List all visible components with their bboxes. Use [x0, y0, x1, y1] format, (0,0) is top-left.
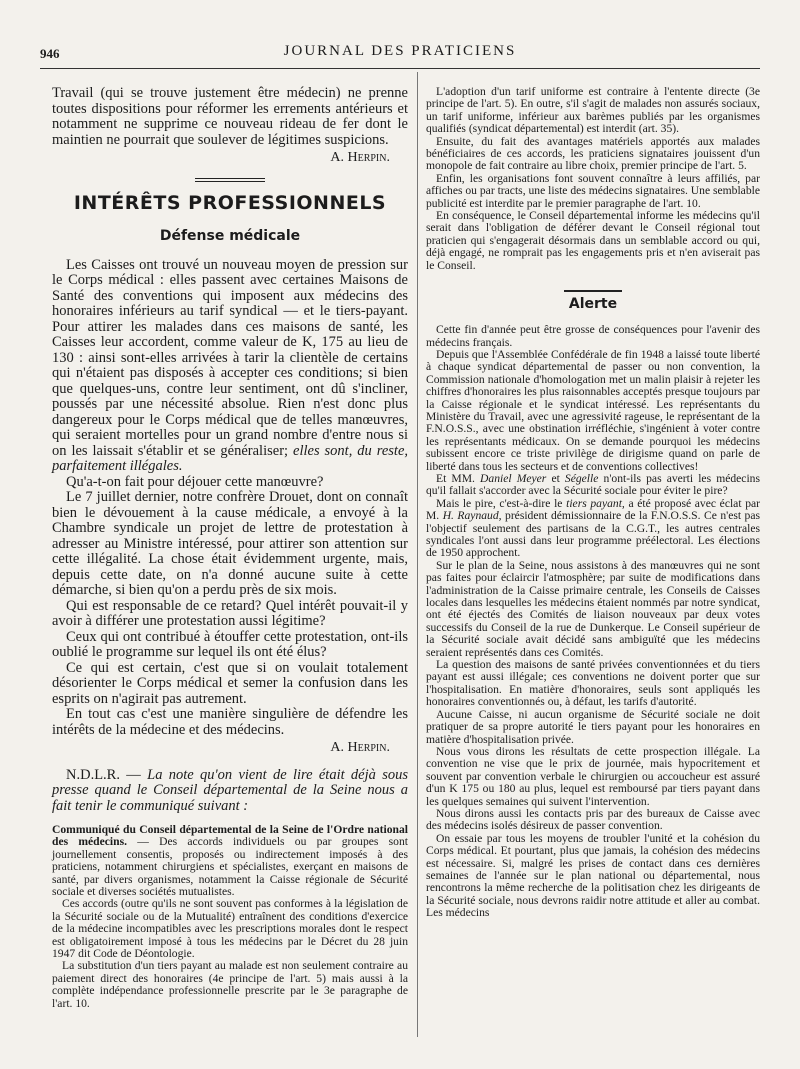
- subsection-title: Défense médicale: [159, 227, 301, 244]
- article-paragraph: Depuis que l'Assemblée Confédérale de fin 1948 a laissé toute liberté à chaque syndicat départemental de passer ou non convention, la Commission nationale d'homologation met un malin plaisir à rejeter les chiffres d'honoraires les plus raisonnables acceptés presque toujours par la Caisse régionale et le syndicat intéressé. Les représentants du Ministère du Travail, avec une agressivité rageuse, le représentant de la F.N.O.S.S., avec une obstination irréfléchie, s'ingénient à voter contre les représentants médicaux. On se demande pourquoi les médecins subissent encore ce triste privilège de dirigisme quand on parle de liberté dans tous les secteurs et de conventions collectives!: [426, 347, 760, 473]
- double-rule: [195, 178, 265, 182]
- left-text-block: [52, 86, 408, 166]
- section-title: INTÉRÊTS PROFESSIONNELS: [73, 191, 387, 214]
- article-paragraph: Qui est responsable de ce retard? Quel intérêt pouvait-il y avoir à différer une protestation aussi légitime?: [52, 597, 408, 629]
- article-paragraph: Ce qui est certain, c'est que si on voulait totalement désorienter le Corps médical et semer la confusion dans les esprits on n'agirait pas autrement.: [52, 659, 408, 707]
- article-paragraph: Aucune Caisse, ni aucun organisme de Sécurité sociale ne doit pratiquer de sa propre autorité le tiers payant pour les honoraires en matière d'hospitalisation privée.: [426, 707, 760, 746]
- page-header: [40, 38, 760, 69]
- defense-medicale-article: [52, 258, 408, 756]
- article-paragraph: Ceux qui ont contribué à étouffer cette protestation, ont-ils oublié le programme sur lequel ils ont été élus?: [52, 628, 408, 660]
- article-paragraph: On essaie par tous les moyens de troubler l'unité et la cohésion du Corps médical. Et pourtant, plus que jamais, la cohésion des médecins est nécessaire. Si, malgré les prises de contact dans ces dernières semaines de l'année sur le plan national ou départemental, nous rencontrons la même recherche de la politisation chez les dirigeants de la Sécurité sociale, nous devrons raidir notre attitude et aller au combat. Les médecins: [426, 831, 760, 920]
- ndlr-label: N.D.L.R. —: [66, 766, 141, 783]
- alert-title: Alerte: [568, 296, 618, 313]
- communique-paragraph: Ces accords (outre qu'ils ne sont souvent pas conformes à la législation de la Sécurité sociale ou de la Mutualité) entraînent des conditions d'exercice de la médecine incompatibles avec les prescriptions morales dont le respect est obligatoirement imposé à tous les médecins par le Décret du 28 juin 1947 dit Code de Déontologie.: [52, 897, 408, 961]
- communique-title: Communiqué du Conseil départemental de la Seine de l'Ordre national des médecins.: [52, 823, 408, 849]
- editor-note: [52, 768, 408, 815]
- column-divider: [417, 72, 418, 1037]
- intro-paragraph: Travail (qui se trouve justement être médecin) ne prenne toutes dispositions pour réformer les errements antérieurs et notamment ne supprime ce nouveau rideau de fer dont le maintien ne pourrait que soulever de légitimes suspicions.: [52, 85, 408, 148]
- article-paragraph: Mais le pire, c'est-à-dire le tiers payant, a été proposé avec éclat par M. H. Raynaud, président démissionnaire de la F.N.O.S.S. Ce n'est pas l'objectif seulement des partisans de la C.G.T., les autres centrales syndicales l'ont aussi dans leur programme préélectoral. Les élections de 1950 approchent.: [426, 496, 761, 560]
- communique-paragraph: La substitution d'un tiers payant au malade est non seulement contraire au paiement direct des honoraires (4e principe de l'art. 5) mais aussi à la complète indépendance professionnelle prescrite par le 3e paragraphe de l'art. 10.: [52, 959, 408, 1010]
- journal-title: JOURNAL DES PRATICIENS: [283, 43, 517, 59]
- communique-paragraph: Enfin, les organisations font souvent connaître à leurs affiliés, par affiches ou par tracts, une liste des médecins signataires. Une semblable publicité est interdite par le premier paragraphe de l'art. 10.: [426, 171, 760, 210]
- signature-herpin-2: A. Herpin.: [330, 740, 390, 755]
- page-number: 946: [40, 46, 60, 61]
- italic-phrase: elles sont, du reste, parfaitement illégales.: [52, 442, 409, 474]
- article-paragraph: En tout cas c'est une manière singulière de défendre les intérêts de la médecine et des médecins.: [52, 706, 408, 738]
- communique-paragraph: L'adoption d'un tarif uniforme est contraire à l'entente directe (3e principe de l'art. 5). En outre, s'il s'agit de malades non assurés sociaux, un tarif uniforme, inférieur aux barèmes publiés par les organismes qualifiés (syndicat départemental) est interdit (art. 35).: [426, 85, 760, 136]
- communique-continued: [426, 86, 760, 272]
- communique-text: — Des accords individuels ou par groupes sont journellement consentis, proposés ou indirectement imposés à des praticiens, notamment chirurgiens et spécialistes, exerçant en maisons de santé, par divers organismes, notamment la Caisse régionale de Sécurité sociale et diverses sociétés mutualistes.: [52, 835, 408, 899]
- article-paragraph: Qu'a-t-on fait pour déjouer cette manœuvre?: [66, 473, 324, 490]
- communique-paragraph: Ensuite, du fait des avantages matériels apportés aux malades bénéficiaires de ces accords, les praticiens signataires jouissent d'un monopole de fait contraire au libre choix, premier principe de l'art. 5.: [426, 134, 760, 173]
- article-paragraph: Cette fin d'année peut être grosse de conséquences pour l'avenir des médecins français.: [426, 323, 760, 349]
- communique-paragraph: En conséquence, le Conseil départemental informe les médecins qu'il serait dans l'obligation de déférer devant le Conseil régional tout praticien qui s'engagerait désormais dans un semblable accord ou qui, déjà engagé, ne romprait pas les engagements pris et n'en aviserait pas le Conseil.: [426, 209, 760, 272]
- article-paragraph: Le 7 juillet dernier, notre confrère Drouet, dont on connaît bien le dévouement à la cause médicale, a envoyé à la Chambre syndicale un projet de lettre de protestation à adresser au Ministre intéressé, pour attirer son attention sur cette illégalité. La chose était évidemment urgente, mais, depuis cette date, on n'a donné aucune suite à cette démarche, si bien qu'on a perdu près de six mois.: [52, 489, 408, 598]
- alerte-article: [426, 324, 760, 920]
- article-paragraph: Et MM. Daniel Meyer et Ségelle n'ont-ils pas averti les médecins qu'il fallait s'accorder avec la Sécurité sociale pour éviter le pire?: [426, 471, 760, 498]
- article-paragraph: Les Caisses ont trouvé un nouveau moyen de pression sur le Corps médical : elles passent avec certaines Maisons de Santé des conventions qui imposent aux médecins des honoraires inférieurs au tarif syndical — et le tiers-payant. Pour attirer les malades dans ces maisons de santé, les Caisses leur accordent, comme valeur de K, 175 au lieu de 130 : ainsi sont-elles arrivées à tarir la clientèle de certains qui n'étaient pas disposés à accepter ces conditions; si bien que quelques-uns, contre leur sentiment, ont dû s'incliner, poussés par une nécessité absolue. Rien n'est donc plus dangereux pour le Corps médical que de telles manœuvres, qui seraient mortelles pour un grand nombre d'entre nous si on les laissait s'établir et se généraliser; elles sont, du reste, parfaitement illégales.: [52, 256, 409, 474]
- signature-herpin-1: A. Herpin.: [330, 150, 390, 165]
- ndlr-text: La note qu'on vient de lire était déjà sous presse quand le Conseil départemental de la Seine nous a fait tenir le communiqué suivant :: [52, 766, 409, 814]
- article-paragraph: Nous dirons aussi les contacts pris par des bureaux de Caisse avec des médecins isolés désireux de passer convention.: [426, 806, 760, 833]
- alert-rule: [564, 290, 622, 292]
- communique: [52, 824, 408, 1010]
- right-column: [426, 86, 760, 920]
- article-paragraph: La question des maisons de santé privées conventionnées et du tiers payant est aussi illégale; ces conventions ne doivent porter que sur l'hospitalisation. En matière d'honoraires, seuls sont appliqués les honoraires conventionnés ou, à défaut, les tarifs d'autorité.: [426, 658, 760, 709]
- article-paragraph: Sur le plan de la Seine, nous assistons à des manœuvres qui ne sont pas faites pour éclaircir l'atmosphère; par suite de modifications dans l'administration de la Caisse primaire centrale, les Conseils de Caisses locales dans lesquelles les médecins étaient nommés par notre syndicat, ont été éjectés des Comités de liaison nouveaux par deux votes successifs du Conseil de la rue de Dunkerque. Le Conseil supérieur de la Sécurité sociale avait décidé sans ambiguïté que les médecins seraient représentés dans ces Comités.: [426, 558, 760, 659]
- article-paragraph: Nous vous dirons les résultats de cette prospection illégale. La convention ne vise que le prix de journée, mais hypocritement et souvent par convention verbale le chirurgien ou accoucheur est assuré d'un K 175 ou 180 au plus, lequel est remboursé par tiers payant dans les quelques semaines qui suivent l'intervention.: [426, 744, 760, 808]
- alert-separator: [426, 290, 760, 292]
- section-separator: [52, 178, 408, 182]
- left-column: [52, 86, 408, 1010]
